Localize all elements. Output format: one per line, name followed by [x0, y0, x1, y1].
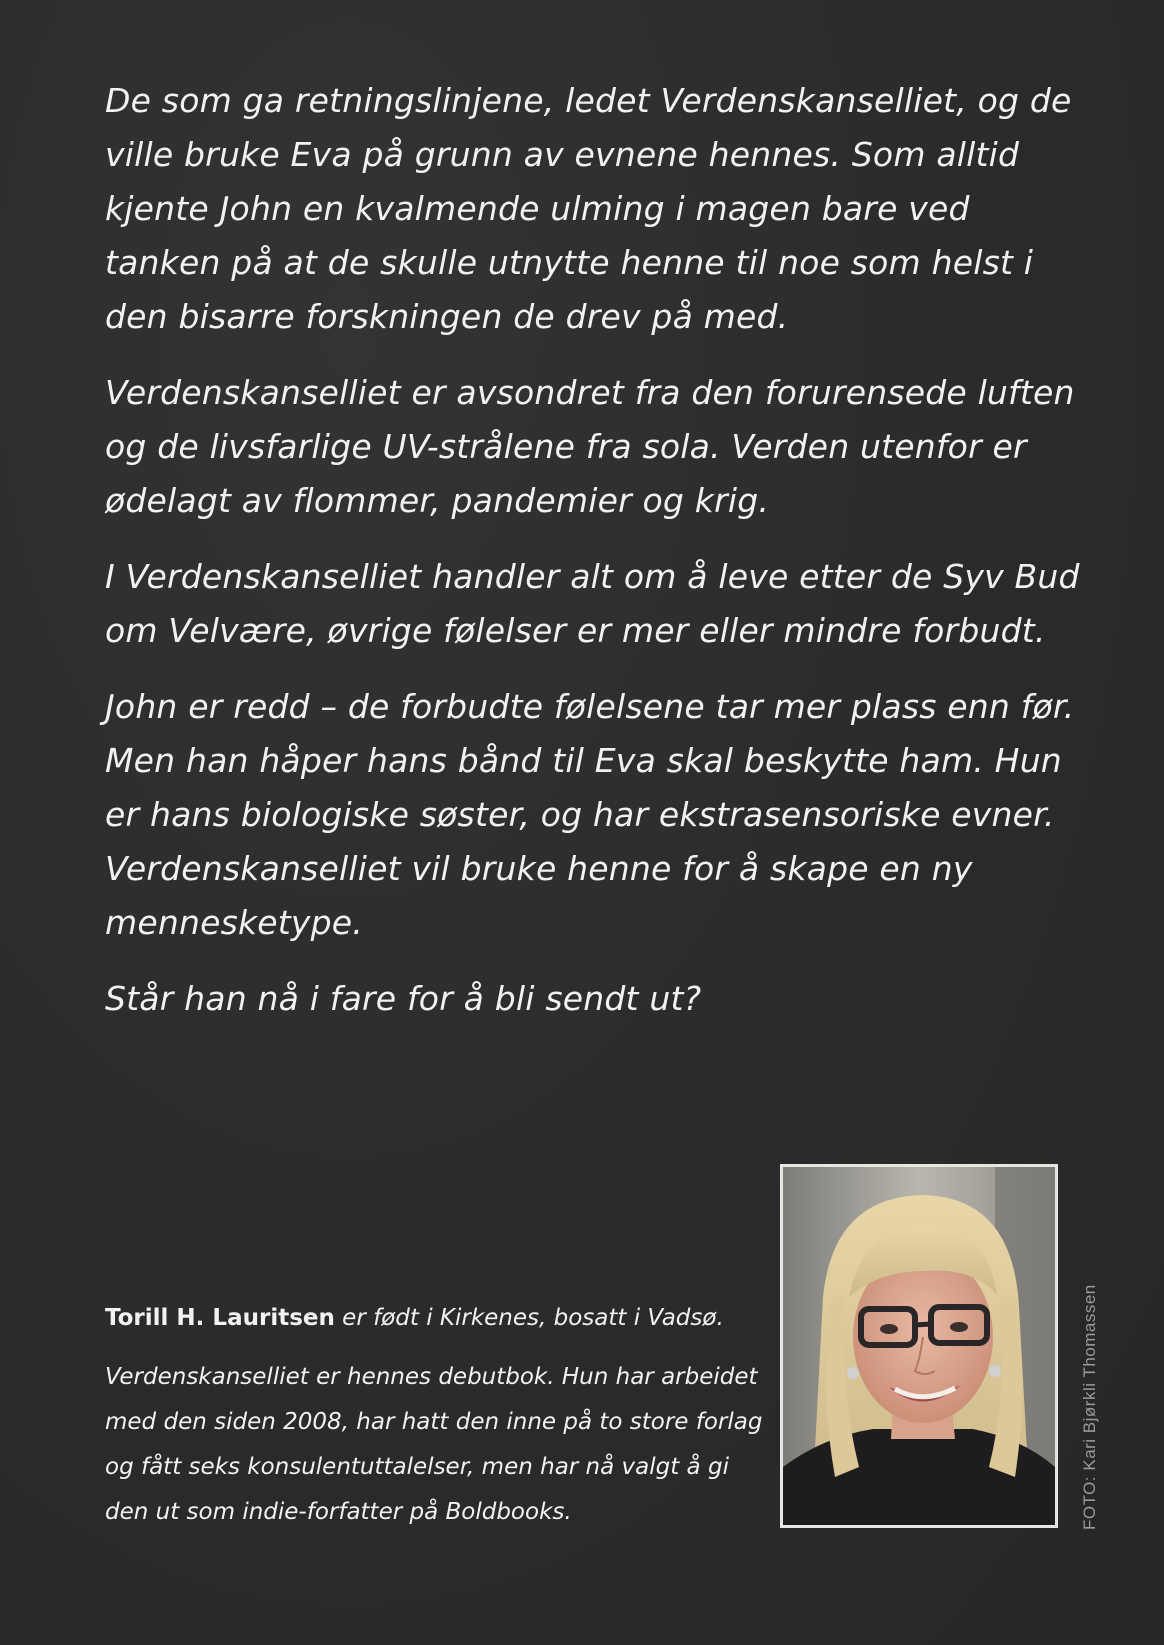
author-intro	[105, 1296, 765, 1341]
blurb-text	[105, 74, 1085, 1048]
blurb-paragraph-3: I Verdenskanselliet handler alt om å leve etter de Syv Bud om Velvære, øvrige følelser er mer eller mindre forbudt.	[105, 557, 1080, 650]
blurb-paragraph-4: John er redd – de forbudte følelsene tar mer plass enn før. Men han håper hans bånd til Eva skal beskytte ham. Hun er hans biologiske søster, og har ekstrasensoriske evner. Verdenskanselliet vil bruke henne for å skape en ny mennesketype.	[105, 687, 1075, 942]
author-info	[105, 1296, 765, 1549]
blurb-paragraph-5: Står han nå i fare for å bli sendt ut?	[105, 979, 702, 1018]
blurb-paragraph-2: Verdenskanselliet er avsondret fra den forurensede luften og de livsfarlige UV-strålene fra sola. Verden utenfor er ødelagt av flommer, pandemier og krig.	[105, 373, 1075, 520]
author-name: Torill H. Lauritsen	[105, 1305, 335, 1331]
author-portrait-image	[783, 1167, 1055, 1525]
author-intro-rest: er født i Kirkenes, bosatt i Vadsø.	[334, 1305, 724, 1331]
photo-credit: FOTO: Kari Bjørkli Thomassen	[1080, 1284, 1099, 1530]
blurb-paragraph-1: De som ga retningslinjene, ledet Verdenskanselliet, og de ville bruke Eva på grunn av evnene hennes. Som alltid kjente John en kvalmende ulming i magen bare ved tanken på at de skulle utnytte henne til noe som helst i den bisarre forskningen de drev på med.	[105, 81, 1072, 336]
author-bio: Verdenskanselliet er hennes debutbok. Hun har arbeidet med den siden 2008, har hatt den inne på to store forlag og fått seks konsulentuttalelser, men har nå valgt å gi den ut som indie-forfatter på Boldbooks.	[105, 1364, 763, 1525]
author-photo	[780, 1164, 1058, 1528]
